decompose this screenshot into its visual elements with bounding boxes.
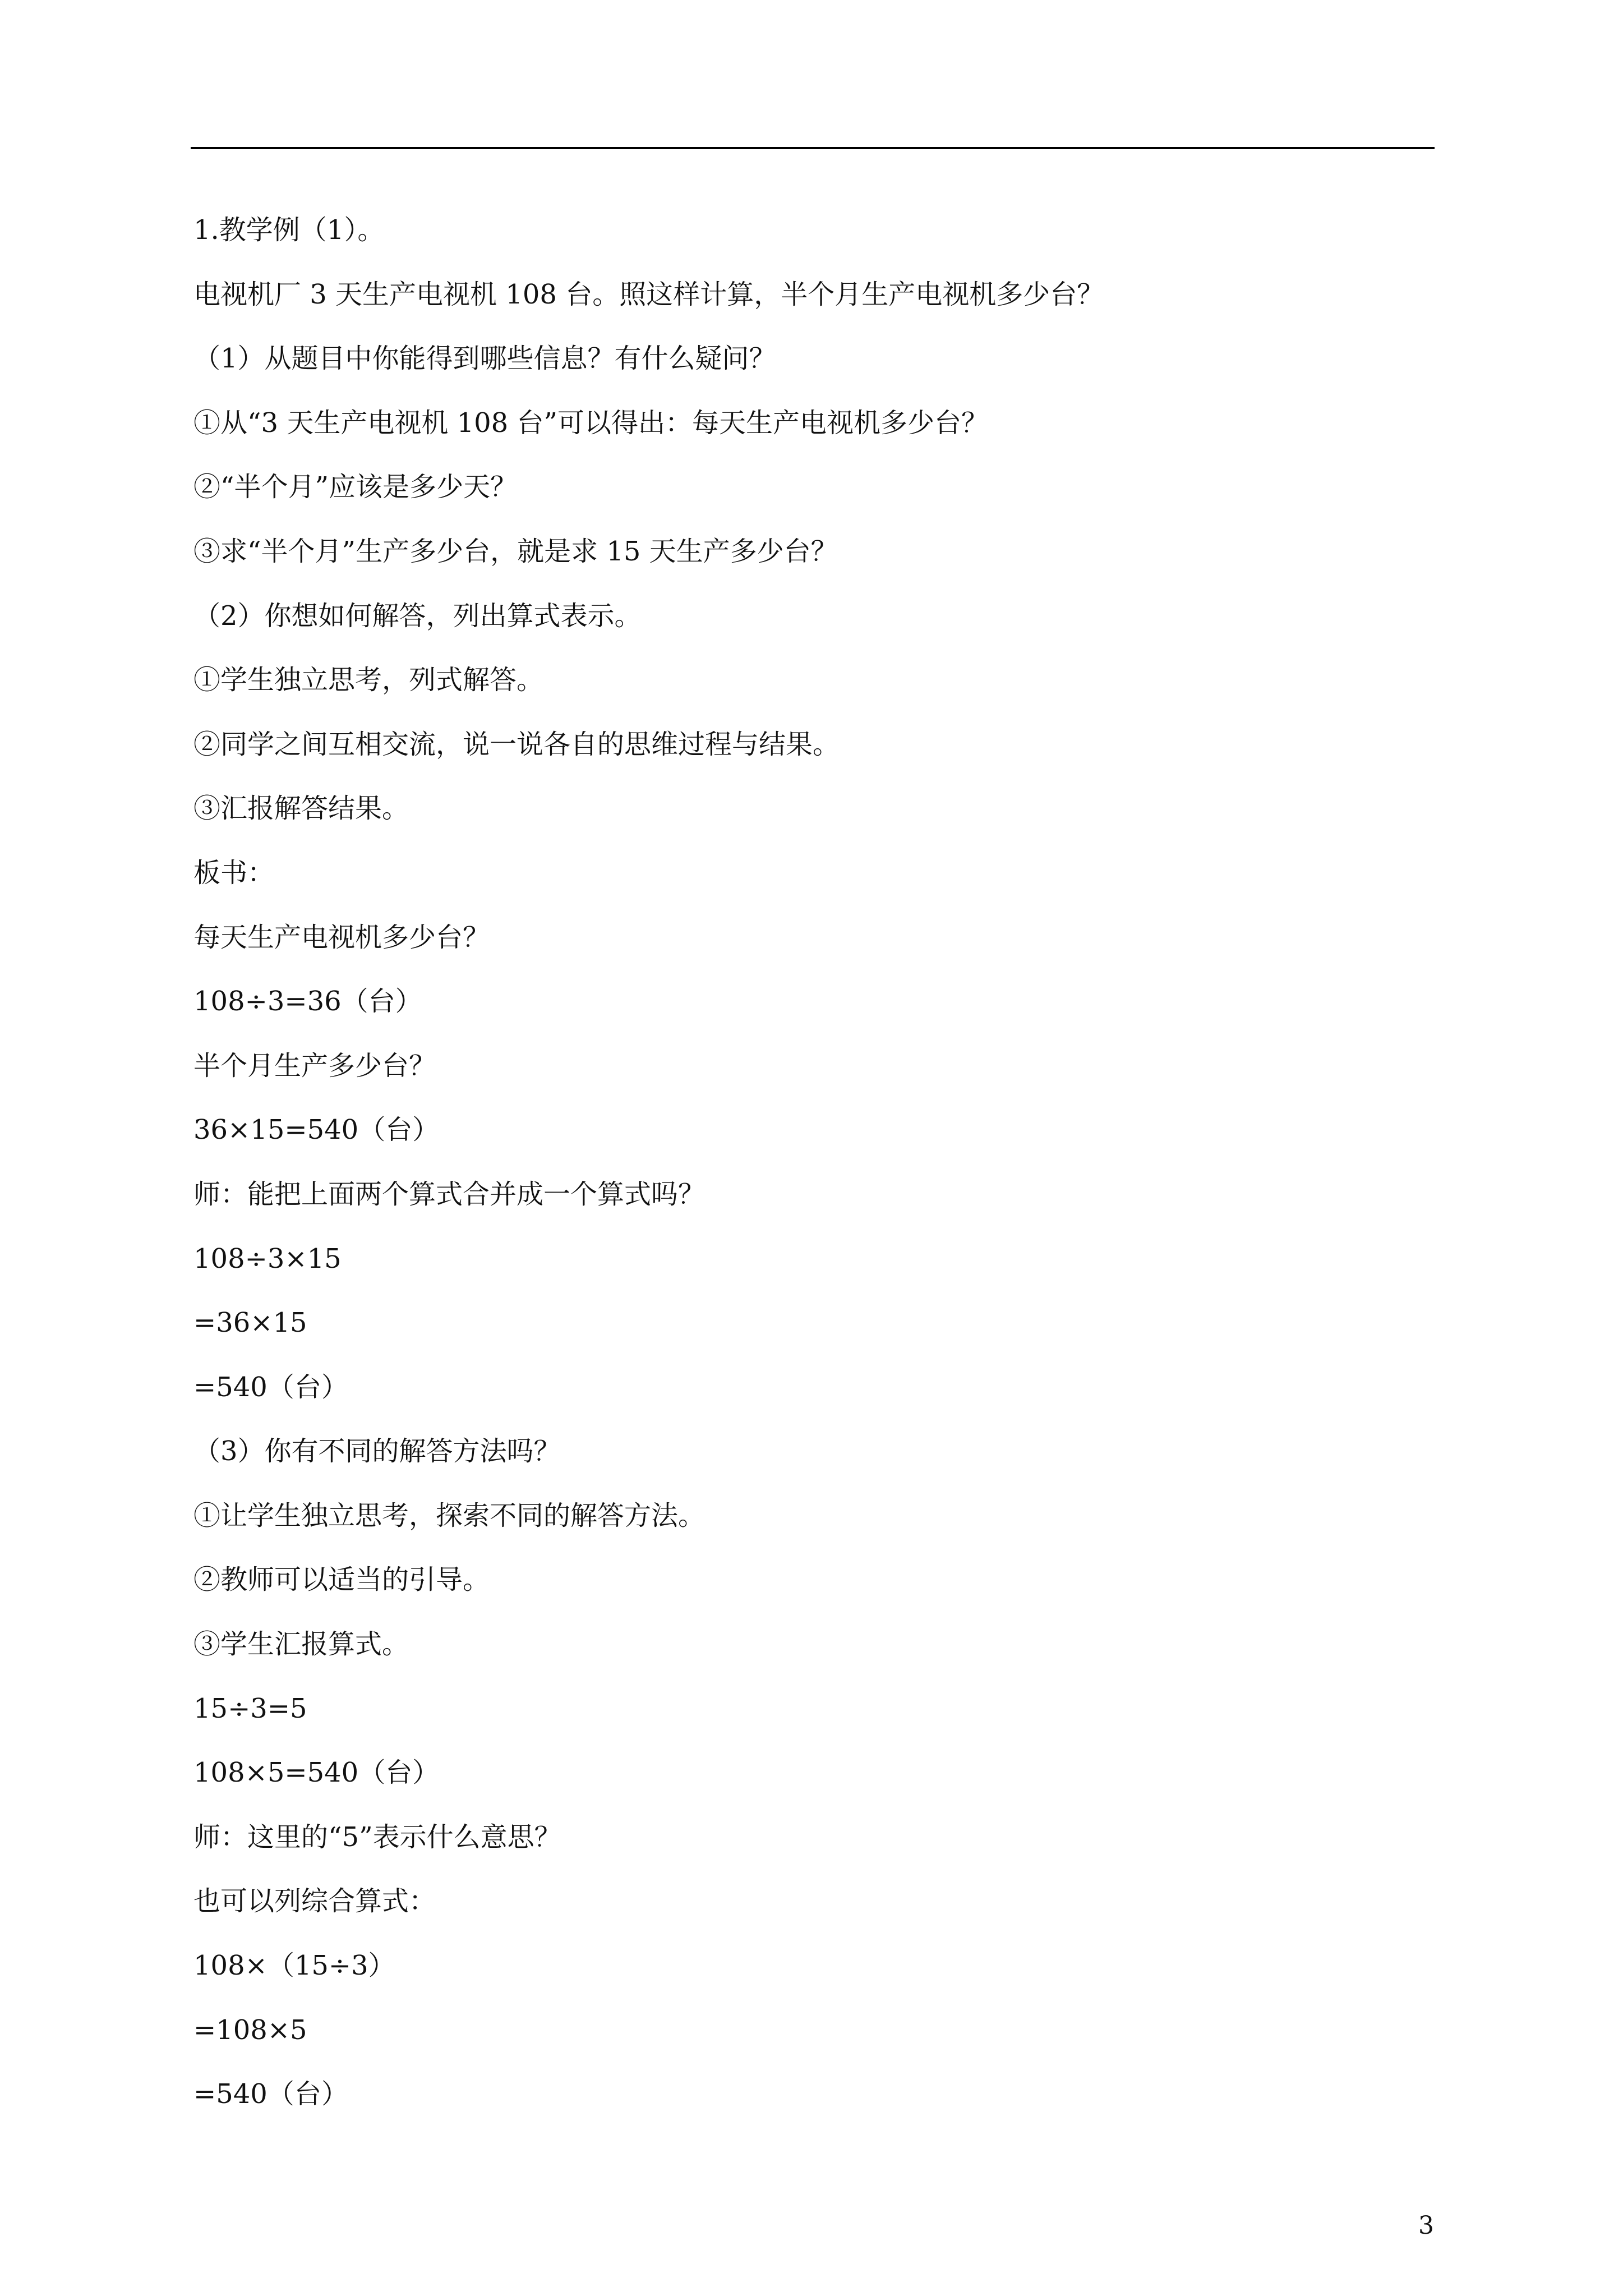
text-line: 板书： (193, 857, 275, 889)
text-line: ①从“3 天生产电视机 108 台”可以得出：每天生产电视机多少台？ (193, 407, 989, 439)
text-line: ②同学之间互相交流，说一说各自的思维过程与结果。 (193, 728, 840, 760)
text-line: ①学生独立思考，列式解答。 (193, 664, 544, 696)
text-line: （1）从题目中你能得到哪些信息？有什么疑问？ (193, 343, 776, 375)
text-line: 师：这里的“5”表示什么意思？ (193, 1821, 561, 1853)
text-line: 36×15=540（台） (193, 1114, 440, 1146)
text-line: ③学生汇报算式。 (193, 1628, 409, 1660)
text-line: =540（台） (193, 1371, 348, 1403)
text-line: （3）你有不同的解答方法吗？ (193, 1435, 561, 1467)
text-line: 师：能把上面两个算式合并成一个算式吗？ (193, 1178, 706, 1210)
text-line: 108×5=540（台） (193, 1757, 440, 1789)
text-line: 半个月生产多少台？ (193, 1050, 436, 1082)
text-line: ①让学生独立思考，探索不同的解答方法。 (193, 1499, 706, 1531)
text-line: 108÷3=36（台） (193, 986, 422, 1018)
text-line: ②“半个月”应该是多少天？ (193, 471, 518, 503)
text-line: 108÷3×15 (193, 1243, 342, 1274)
text-line: （2）你想如何解答，列出算式表示。 (193, 600, 642, 632)
text-line: 108×（15÷3） (193, 1950, 395, 1982)
text-line: =540（台） (193, 2078, 348, 2110)
text-line: 1.教学例（1）。 (193, 214, 385, 246)
text-line: =36×15 (193, 1307, 307, 1339)
text-line: 每天生产电视机多少台？ (193, 921, 490, 953)
text-line: 15÷3=5 (193, 1692, 307, 1724)
text-line: ③汇报解答结果。 (193, 793, 409, 825)
text-line: ③求“半个月”生产多少台，就是求 15 天生产多少台？ (193, 535, 838, 567)
text-line: 电视机厂 3 天生产电视机 108 台。照这样计算，半个月生产电视机多少台？ (193, 278, 1104, 310)
text-line: 也可以列综合算式： (193, 1885, 436, 1917)
document-body (193, 213, 1427, 2142)
text-line: ②教师可以适当的引导。 (193, 1564, 490, 1596)
text-line: =108×5 (193, 2014, 307, 2046)
header-rule (191, 147, 1435, 149)
page-number: 3 (1418, 2211, 1434, 2240)
